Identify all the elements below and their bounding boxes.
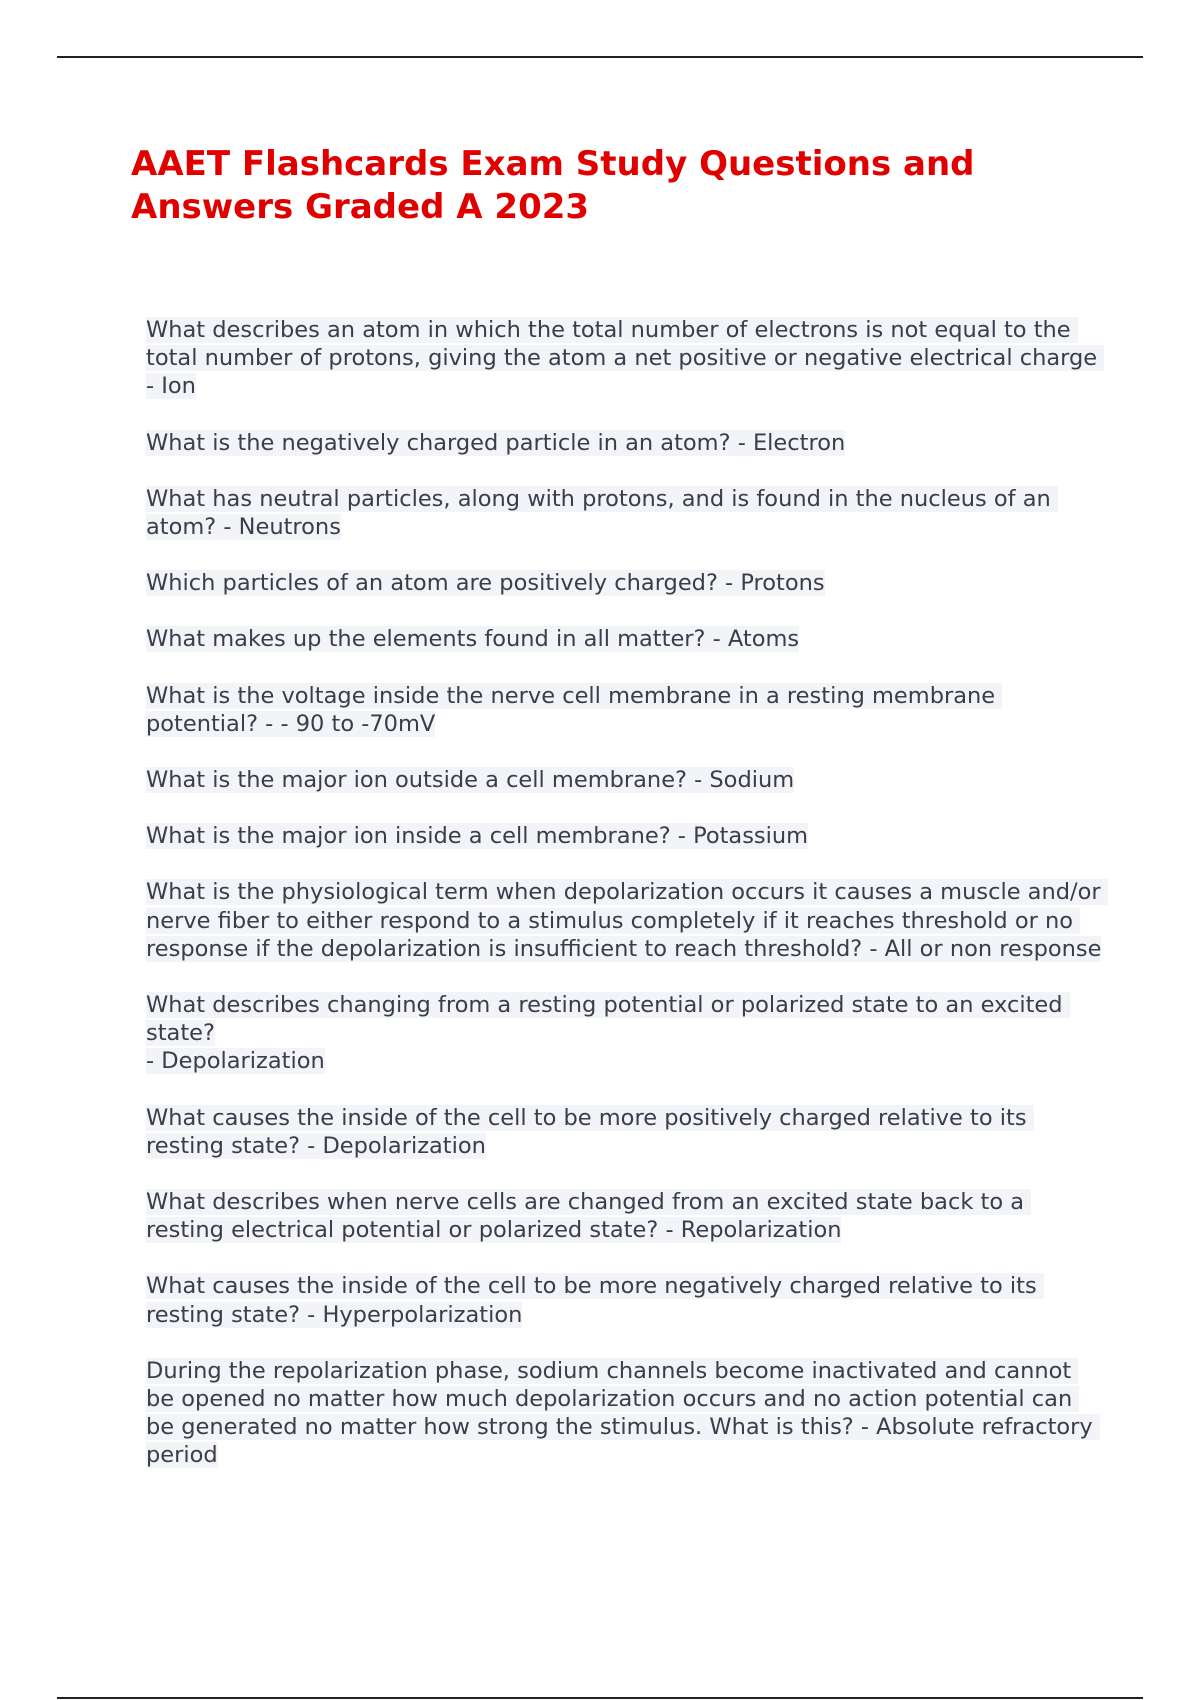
top-rule — [57, 56, 1143, 58]
qa-text: Which particles of an atom are positively charged? - Protons — [146, 570, 825, 597]
qa-item-5 — [146, 625, 1106, 653]
qa-item-6 — [146, 682, 1106, 738]
qa-text: What is the physiological term when depolarization occurs it causes a muscle and/or nerve fiber to either respond to a stimulus completely if it reaches threshold or no response if the depolarization is insufficient to reach threshold? - All or non response — [146, 879, 1108, 962]
qa-text: What has neutral particles, along with protons, and is found in the nucleus of an atom? - Neutrons — [146, 485, 1058, 541]
qa-item-10 — [146, 991, 1106, 1076]
qa-text: What describes changing from a resting potential or polarized state to an excited state? - Depolarization — [146, 992, 1070, 1074]
document-title: AAET Flashcards Exam Study Questions and Answers Graded A 2023 — [131, 144, 975, 227]
qa-item-12 — [146, 1188, 1106, 1244]
qa-text: What causes the inside of the cell to be more negatively charged relative to its resting state? - Hyperpolarization — [146, 1273, 1044, 1328]
qa-item-4 — [146, 569, 1106, 597]
qa-item-1 — [146, 316, 1106, 401]
qa-item-9 — [146, 878, 1106, 963]
qa-text: During the repolarization phase, sodium channels become inactivated and cannot be opened no matter how much depolarization occurs and no action potential can be generated no matter how strong the stimulus. What is this? - Absolute refractory period — [146, 1357, 1100, 1469]
qa-text: What describes when nerve cells are changed from an excited state back to a resting electrical potential or polarized state? - Repolarization — [146, 1189, 1032, 1244]
qa-text: What is the voltage inside the nerve cell membrane in a resting membrane potential? - - 90 to -70mV — [146, 682, 1003, 737]
qa-item-14 — [146, 1357, 1106, 1470]
bottom-rule — [57, 1697, 1143, 1699]
qa-item-8 — [146, 822, 1106, 850]
qa-item-3 — [146, 485, 1106, 541]
qa-text: What is the major ion inside a cell membrane? - Potassium — [146, 823, 809, 850]
qa-item-7 — [146, 766, 1106, 794]
qa-text: What describes an atom in which the total number of electrons is not equal to the total number of protons, giving the atom a net positive or negative electrical charge - Ion — [146, 317, 1105, 400]
qa-text: What makes up the elements found in all matter? - Atoms — [146, 626, 800, 653]
qa-item-13 — [146, 1272, 1106, 1328]
qa-list — [146, 316, 1106, 1498]
qa-item-11 — [146, 1104, 1106, 1160]
qa-text: What causes the inside of the cell to be more positively charged relative to its resting state? - Depolarization — [146, 1104, 1034, 1159]
qa-text: What is the major ion outside a cell membrane? - Sodium — [146, 767, 795, 794]
qa-item-2 — [146, 429, 1106, 457]
qa-text: What is the negatively charged particle in an atom? - Electron — [146, 429, 846, 456]
